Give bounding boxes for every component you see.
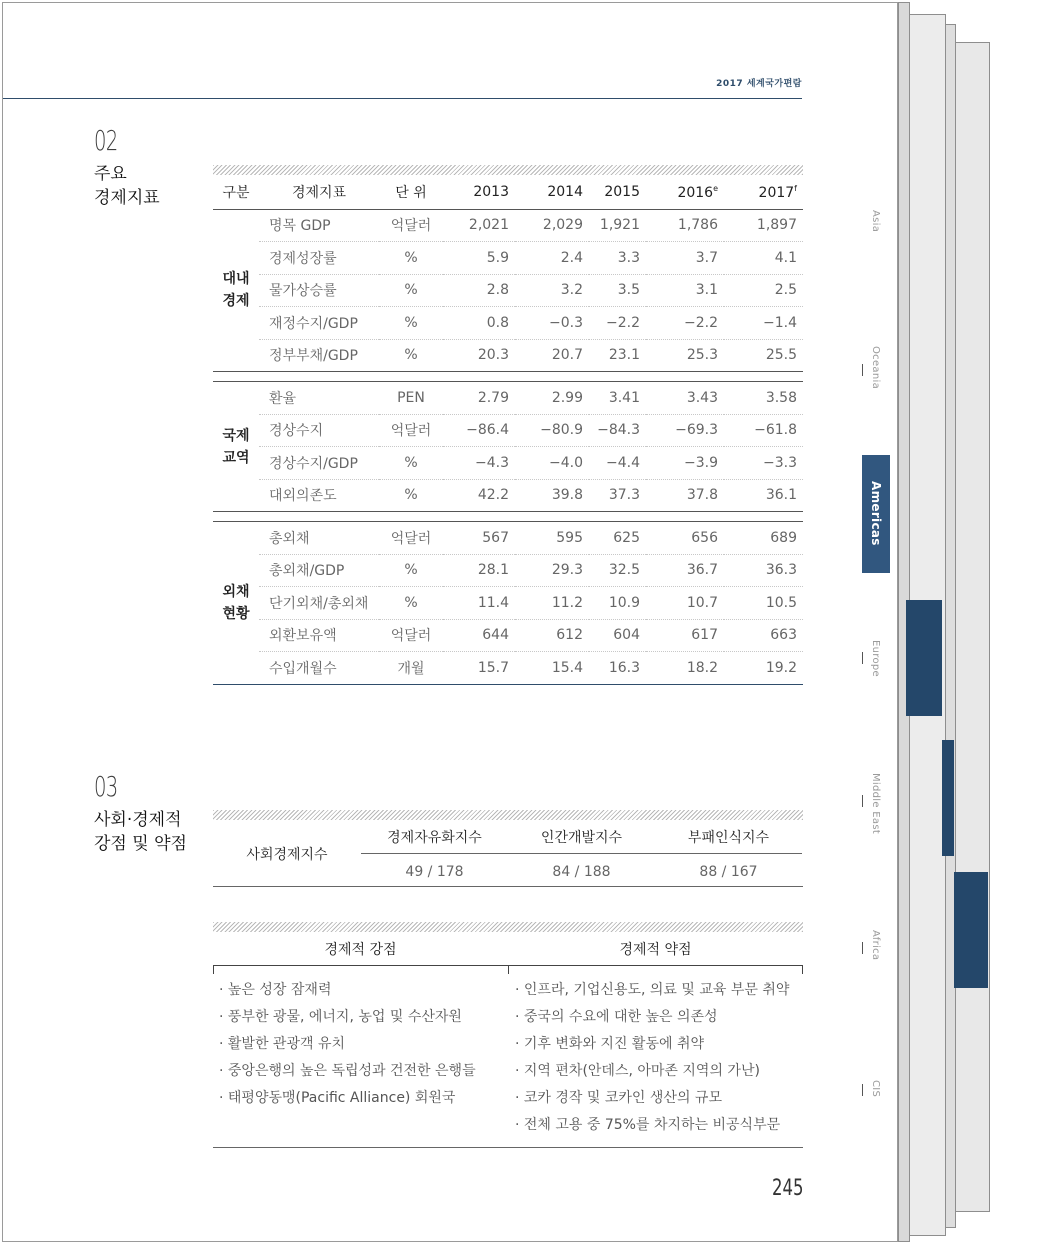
value-cell: 2.79 bbox=[443, 382, 515, 415]
table-row bbox=[213, 479, 803, 512]
value-cell: −3.3 bbox=[724, 447, 803, 480]
tab-middle-east[interactable] bbox=[862, 773, 890, 843]
tab-label: Americas bbox=[869, 481, 883, 546]
value-cell: 3.43 bbox=[646, 382, 724, 415]
group-label-line: 외채 bbox=[222, 583, 250, 600]
table-row bbox=[213, 382, 803, 415]
section-title bbox=[94, 162, 160, 210]
value-cell: 2.99 bbox=[515, 382, 589, 415]
value-cell: 20.7 bbox=[551, 347, 583, 364]
value-cell: 1,786 bbox=[646, 209, 724, 242]
section-title-line: 주요 bbox=[94, 164, 127, 184]
group-separator bbox=[213, 372, 803, 382]
value-cell: 595 bbox=[515, 522, 589, 555]
value-cell: 19.2 bbox=[724, 652, 803, 685]
index-value: 49 / 178 bbox=[405, 863, 464, 880]
unit-cell: % bbox=[379, 554, 443, 587]
col-header: 2013 bbox=[443, 176, 515, 209]
book-title: 2017 세계국가편람 bbox=[716, 79, 802, 89]
year-label: 2017 bbox=[758, 184, 795, 201]
value-cell: −2.2 bbox=[589, 307, 646, 340]
unit-cell: % bbox=[379, 242, 443, 275]
tab-cis[interactable] bbox=[862, 1080, 890, 1110]
value-cell: 16.3 bbox=[589, 652, 646, 685]
value-cell: 3.41 bbox=[589, 382, 646, 415]
value-cell: 5.9 bbox=[443, 242, 515, 275]
group-label bbox=[213, 209, 259, 372]
value-cell: 3.3 bbox=[589, 242, 646, 275]
section-number: 03 bbox=[94, 770, 118, 803]
index-header: 인간개발지수 bbox=[508, 820, 655, 854]
value-cell: 15.7 bbox=[443, 652, 515, 685]
indicator-cell: 수입개월수 bbox=[259, 652, 379, 685]
table-row bbox=[213, 522, 803, 555]
value-cell: 37.3 bbox=[608, 487, 640, 504]
tab-europe[interactable] bbox=[862, 640, 890, 690]
divider-tick bbox=[508, 966, 509, 974]
value-cell: −84.3 bbox=[589, 414, 646, 447]
list-item: · 활발한 관광객 유치 bbox=[219, 1036, 345, 1052]
section-edge-marker bbox=[942, 740, 954, 856]
value-cell: −86.4 bbox=[443, 414, 515, 447]
table-row bbox=[213, 652, 803, 685]
value-cell: 2,021 bbox=[443, 209, 515, 242]
list-item: · 인프라, 기업신용도, 의료 및 교육 부문 취약 bbox=[515, 982, 790, 998]
value-cell: 36.1 bbox=[765, 487, 797, 504]
value-cell: 1,897 bbox=[724, 209, 803, 242]
tab-tick bbox=[862, 795, 863, 807]
value-cell: 11.4 bbox=[443, 587, 515, 620]
list-item: · 기후 변화와 지진 활동에 취약 bbox=[515, 1036, 704, 1052]
indicator-cell: 총외채 bbox=[259, 522, 379, 555]
value-cell: 36.7 bbox=[646, 554, 724, 587]
tab-oceania[interactable] bbox=[862, 346, 890, 396]
value-cell: 3.7 bbox=[646, 242, 724, 275]
tab-tick bbox=[862, 652, 863, 664]
value-cell: 32.5 bbox=[589, 554, 646, 587]
indicator-cell: 경제성장률 bbox=[259, 242, 379, 275]
value-cell: −1.4 bbox=[724, 307, 803, 340]
unit-cell: % bbox=[379, 447, 443, 480]
value-cell: 15.4 bbox=[515, 652, 589, 685]
divider-tick bbox=[213, 966, 214, 974]
unit-cell: 억달러 bbox=[379, 619, 443, 652]
value-cell: 3.2 bbox=[515, 274, 589, 307]
group-label bbox=[213, 522, 259, 685]
value-cell: 3.58 bbox=[724, 382, 803, 415]
divider-tick bbox=[802, 966, 803, 974]
list-item: · 전체 고용 중 75%를 차지하는 비공식부문 bbox=[515, 1117, 781, 1133]
value-cell: 612 bbox=[515, 619, 589, 652]
value-cell: 39.8 bbox=[551, 487, 583, 504]
strengths-weaknesses-table bbox=[213, 932, 803, 1148]
social-index-label: 사회경제지수 bbox=[246, 846, 328, 863]
list-item: · 풍부한 광물, 에너지, 농업 및 수산자원 bbox=[219, 1009, 462, 1025]
group-label-line: 국제 bbox=[222, 427, 250, 444]
unit-cell: % bbox=[404, 487, 418, 504]
list-item: · 높은 성장 잠재력 bbox=[219, 982, 332, 998]
group-label-line: 현황 bbox=[222, 605, 250, 622]
strengths-header: 경제적 강점 bbox=[213, 932, 508, 966]
table-row bbox=[213, 414, 803, 447]
tab-tick bbox=[862, 1084, 863, 1096]
hatch-bar bbox=[213, 810, 803, 820]
value-cell: 28.1 bbox=[443, 554, 515, 587]
value-cell: 37.8 bbox=[686, 487, 718, 504]
value-cell: 1,921 bbox=[589, 209, 646, 242]
value-cell: −4.4 bbox=[589, 447, 646, 480]
section-title-line: 사회·경제적 bbox=[94, 810, 182, 830]
value-cell: 4.1 bbox=[724, 242, 803, 275]
value-cell: 2,029 bbox=[515, 209, 589, 242]
value-cell: −0.3 bbox=[515, 307, 589, 340]
unit-cell: 억달러 bbox=[379, 522, 443, 555]
indicator-cell: 경상수지 bbox=[259, 414, 379, 447]
section-number: 02 bbox=[94, 124, 118, 157]
col-header: 2015 bbox=[589, 176, 646, 209]
value-cell: 617 bbox=[646, 619, 724, 652]
value-cell: 25.3 bbox=[686, 347, 718, 364]
index-value: 88 / 167 bbox=[699, 863, 758, 880]
tab-tick bbox=[862, 364, 863, 376]
value-cell: 625 bbox=[589, 522, 646, 555]
indicator-cell: 물가상승률 bbox=[259, 274, 379, 307]
strengths-list bbox=[219, 980, 504, 1115]
value-cell: 18.2 bbox=[646, 652, 724, 685]
group-label-line: 교역 bbox=[222, 449, 250, 466]
section-edge-marker bbox=[954, 872, 988, 988]
value-cell: 23.1 bbox=[608, 347, 640, 364]
table-row bbox=[213, 274, 803, 307]
col-header: 경제지표 bbox=[259, 176, 379, 209]
hatch-bar bbox=[213, 922, 803, 932]
table-row bbox=[213, 209, 803, 242]
header-rule bbox=[3, 98, 802, 99]
unit-cell: % bbox=[404, 347, 418, 364]
col-header: 단 위 bbox=[379, 176, 443, 209]
value-cell: −4.3 bbox=[443, 447, 515, 480]
indicator-cell: 외환보유액 bbox=[259, 619, 379, 652]
tab-label: Africa bbox=[870, 930, 881, 961]
estimate-mark: e bbox=[713, 183, 718, 193]
table-header-row bbox=[213, 176, 803, 209]
col-header bbox=[646, 176, 724, 209]
list-item: · 지역 편차(안데스, 아마존 지역의 가난) bbox=[515, 1063, 760, 1079]
table-row bbox=[213, 554, 803, 587]
value-cell: 29.3 bbox=[515, 554, 589, 587]
section-edge-marker bbox=[906, 600, 942, 716]
value-cell: 604 bbox=[589, 619, 646, 652]
value-cell: −61.8 bbox=[724, 414, 803, 447]
col-header: 구분 bbox=[213, 176, 259, 209]
value-cell: 25.5 bbox=[765, 347, 797, 364]
table-row bbox=[213, 447, 803, 480]
unit-cell: % bbox=[379, 307, 443, 340]
indicator-cell: 총외채/GDP bbox=[259, 554, 379, 587]
unit-cell: % bbox=[379, 274, 443, 307]
tab-americas[interactable] bbox=[862, 455, 890, 573]
table-row bbox=[213, 619, 803, 652]
value-cell: 20.3 bbox=[477, 347, 509, 364]
section-title bbox=[94, 808, 187, 856]
page-number: 245 bbox=[772, 1176, 804, 1201]
value-cell: 2.5 bbox=[724, 274, 803, 307]
value-cell: 2.4 bbox=[515, 242, 589, 275]
value-cell: 42.2 bbox=[477, 487, 509, 504]
value-cell: 10.7 bbox=[646, 587, 724, 620]
value-cell: 0.8 bbox=[443, 307, 515, 340]
forecast-mark: f bbox=[794, 183, 797, 193]
value-cell: 567 bbox=[443, 522, 515, 555]
value-cell: 10.5 bbox=[724, 587, 803, 620]
value-cell: −80.9 bbox=[515, 414, 589, 447]
value-cell: 3.5 bbox=[589, 274, 646, 307]
table-row bbox=[213, 307, 803, 340]
index-header: 부패인식지수 bbox=[655, 820, 802, 854]
indicator-cell: 경상수지/GDP bbox=[259, 447, 379, 480]
group-label-line: 대내 bbox=[222, 271, 250, 288]
group-label-line: 경제 bbox=[222, 293, 250, 310]
tab-label: Europe bbox=[870, 640, 881, 677]
value-cell: −4.0 bbox=[515, 447, 589, 480]
section-title-line: 경제지표 bbox=[94, 188, 160, 208]
separator-cell bbox=[213, 372, 803, 382]
unit-cell: 억달러 bbox=[379, 414, 443, 447]
unit-cell: PEN bbox=[379, 382, 443, 415]
unit-cell: 개월 bbox=[379, 652, 443, 685]
list-item: · 태평양동맹(Pacific Alliance) 회원국 bbox=[219, 1090, 456, 1106]
value-cell: −69.3 bbox=[646, 414, 724, 447]
value-cell: 2.8 bbox=[443, 274, 515, 307]
tab-label: CIS bbox=[870, 1080, 881, 1098]
value-cell: 11.2 bbox=[515, 587, 589, 620]
value-cell: 644 bbox=[443, 619, 515, 652]
value-cell: 36.3 bbox=[724, 554, 803, 587]
unit-cell: % bbox=[379, 587, 443, 620]
weaknesses-list bbox=[515, 980, 800, 1142]
tab-label: Middle East bbox=[870, 773, 881, 835]
value-cell: 3.1 bbox=[646, 274, 724, 307]
group-separator bbox=[213, 512, 803, 522]
tab-label: Asia bbox=[870, 210, 881, 233]
tab-label: Oceania bbox=[870, 346, 881, 389]
list-item: · 중앙은행의 높은 독립성과 건전한 은행들 bbox=[219, 1063, 476, 1079]
value-cell: −2.2 bbox=[646, 307, 724, 340]
value-cell: 10.9 bbox=[589, 587, 646, 620]
indicator-cell: 재정수지/GDP bbox=[259, 307, 379, 340]
tab-asia[interactable] bbox=[862, 210, 890, 250]
hatch-bar bbox=[213, 165, 803, 175]
value-cell: −3.9 bbox=[646, 447, 724, 480]
list-item: · 중국의 수요에 대한 높은 의존성 bbox=[515, 1009, 718, 1025]
group-label bbox=[213, 382, 259, 512]
tab-africa[interactable] bbox=[862, 930, 890, 970]
indicator-cell: 단기외채/총외채 bbox=[259, 587, 379, 620]
col-header bbox=[724, 176, 803, 209]
section-title-line: 강점 및 약점 bbox=[94, 834, 187, 854]
table-row bbox=[213, 587, 803, 620]
table-row bbox=[213, 339, 803, 372]
weaknesses-header: 경제적 약점 bbox=[508, 932, 803, 966]
unit-cell: 억달러 bbox=[379, 209, 443, 242]
separator-cell bbox=[213, 512, 803, 522]
index-header: 경제자유화지수 bbox=[361, 820, 508, 854]
table-row bbox=[213, 242, 803, 275]
value-cell: 656 bbox=[646, 522, 724, 555]
economic-indicators-table bbox=[213, 176, 803, 685]
indicator-cell: 정부부채/GDP bbox=[269, 348, 358, 365]
indicator-cell: 명목 GDP bbox=[259, 209, 379, 242]
value-cell: 689 bbox=[724, 522, 803, 555]
indicator-cell: 대외의존도 bbox=[269, 488, 337, 505]
col-header: 2014 bbox=[515, 176, 589, 209]
year-label: 2016 bbox=[677, 184, 714, 201]
indicator-cell: 환율 bbox=[259, 382, 379, 415]
index-value: 84 / 188 bbox=[552, 863, 611, 880]
value-cell: 663 bbox=[724, 619, 803, 652]
social-index-table bbox=[213, 820, 803, 887]
page-stack bbox=[954, 42, 990, 1212]
list-item: · 코카 경작 및 코카인 생산의 규모 bbox=[515, 1090, 722, 1106]
tab-tick bbox=[862, 942, 863, 954]
